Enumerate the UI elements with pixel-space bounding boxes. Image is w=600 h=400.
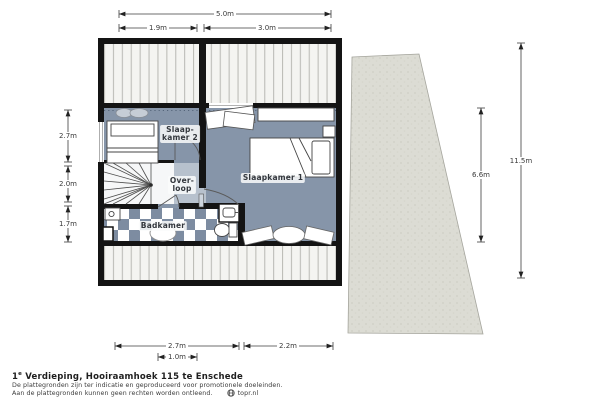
dim-top-right: 3.0m: [258, 24, 276, 32]
dim-bottom-left: 2.7m: [168, 342, 186, 350]
bed-slaapkamer1: [250, 138, 334, 177]
page-title: 1e Verdieping, Hooiraamhoek 115 te Enschede: [12, 371, 243, 382]
dim-top-total: 5.0m: [216, 10, 234, 18]
bed-slaapkamer2: [107, 121, 158, 163]
dim-bottom-right: 2.2m: [279, 342, 297, 350]
room-label-overloop: Over- loop: [169, 176, 195, 193]
dim-left-middle: 2.0m: [59, 180, 77, 188]
topr-logo-icon: [227, 389, 235, 397]
dim-top-left: 1.9m: [149, 24, 167, 32]
terrain-polygon: [348, 54, 483, 334]
nightstand: [323, 126, 335, 137]
window-left-wall: [98, 122, 104, 162]
dim-right-inner: 6.6m: [472, 171, 490, 179]
room-label-badkamer: Badkamer: [140, 221, 186, 230]
roof-zone-bottom: [104, 246, 336, 280]
wardrobe: [258, 108, 334, 121]
stairs: [104, 163, 174, 204]
dim-left-lower: 1.7m: [59, 220, 77, 228]
footer: [12, 369, 572, 397]
room-label-slaapkamer1: Slaapkamer 1: [242, 173, 304, 182]
sink-cabinet: [219, 204, 239, 222]
brand-name: topr.nl: [237, 389, 259, 397]
washbasin-left: [105, 208, 120, 220]
roof-zone-top: [104, 44, 336, 103]
dim-right-outer: 11.5m: [509, 157, 533, 165]
room-label-slaapkamer2: Slaap- kamer 2: [162, 125, 198, 142]
dim-bottom-small: 1.0m: [168, 353, 186, 361]
disclaimer-line-2: Aan de plattegronden kunnen geen rechten worden ontleend. topr.nl: [12, 389, 259, 397]
plant-decor: [116, 109, 148, 118]
dim-left-upper: 2.7m: [59, 132, 77, 140]
disclaimer-line-1: De plattegronden zijn ter indicatie en geproduceerd voor promotionele doeleinden.: [12, 381, 283, 389]
toilet: [215, 223, 238, 237]
